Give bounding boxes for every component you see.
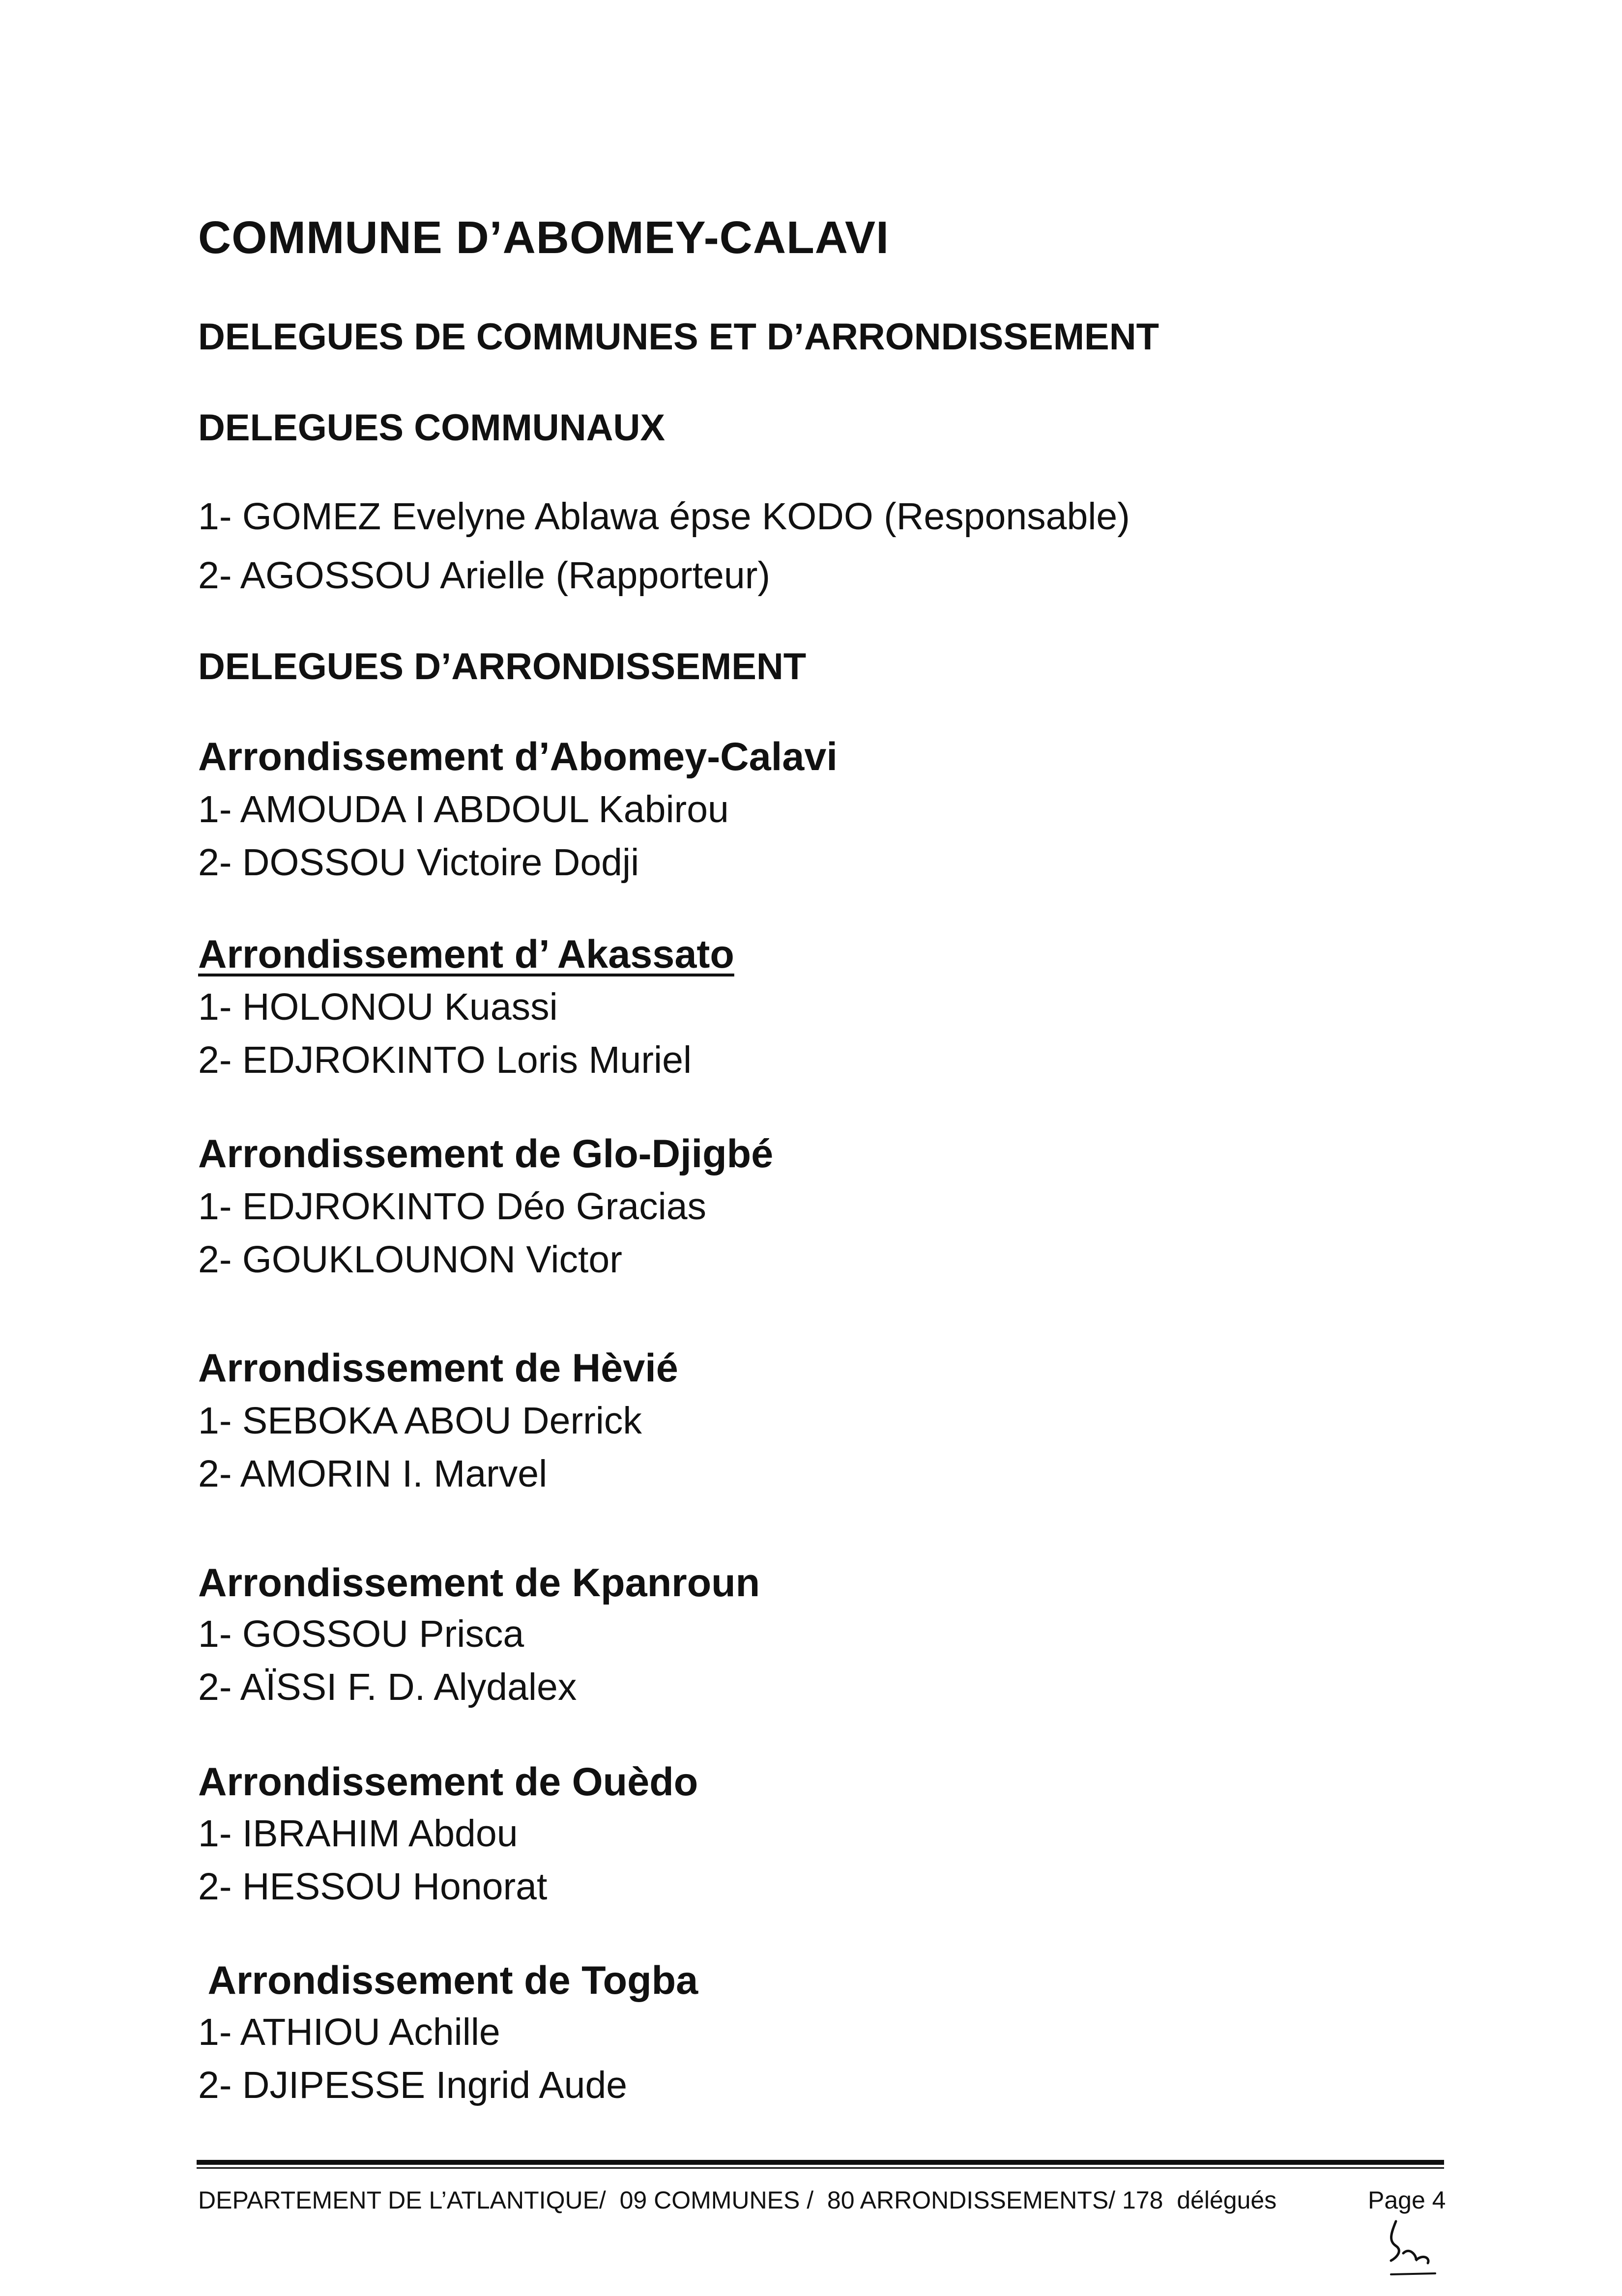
delegate-item: 1- HOLONOU Kuassi xyxy=(198,986,558,1028)
delegate-item: 2- EDJROKINTO Loris Muriel xyxy=(198,1039,692,1081)
communal-delegate-2: 2- AGOSSOU Arielle (Rapporteur) xyxy=(198,554,770,597)
signature-mark xyxy=(1376,2211,1450,2280)
section-heading: DELEGUES DE COMMUNES ET D’ARRONDISSEMENT xyxy=(198,316,1159,358)
arrondissement-name: Arrondissement d’ Akassato xyxy=(198,932,734,976)
delegate-item: 2- HESSOU Honorat xyxy=(198,1866,548,1908)
arrondissement-delegates-heading: DELEGUES D’ARRONDISSEMENT xyxy=(198,646,807,688)
delegate-item: 2- AMORIN I. Marvel xyxy=(198,1453,548,1495)
delegate-item: 1- EDJROKINTO Déo Gracias xyxy=(198,1185,707,1228)
arrondissement-name: Arrondissement de Kpanroun xyxy=(198,1561,760,1605)
arrondissement-name: Arrondissement de Glo-Djigbé xyxy=(198,1132,774,1176)
arrondissement-name: Arrondissement d’Abomey-Calavi xyxy=(198,735,838,779)
footer-rule-thin xyxy=(197,2167,1444,2169)
delegate-item: 2- AÏSSI F. D. Alydalex xyxy=(198,1666,577,1708)
delegate-item: 1- SEBOKA ABOU Derrick xyxy=(198,1400,642,1442)
footer-rule-thick xyxy=(197,2160,1444,2165)
arrondissement-name: Arrondissement de Ouèdo xyxy=(198,1760,698,1804)
delegate-item: 1- IBRAHIM Abdou xyxy=(198,1812,518,1855)
delegate-item: 1- GOSSOU Prisca xyxy=(198,1613,524,1655)
delegate-item: 2- GOUKLOUNON Victor xyxy=(198,1238,622,1281)
delegate-item: 2- DOSSOU Victoire Dodji xyxy=(198,841,639,884)
footer-text: DEPARTEMENT DE L’ATLANTIQUE/ 09 COMMUNES / 80 ARRONDISSEMENTS/ 178 délégués xyxy=(198,2186,1277,2214)
arrondissement-name: Arrondissement de Togba xyxy=(198,1958,698,2003)
delegate-item: 1- AMOUDA I ABDOUL Kabirou xyxy=(198,788,729,831)
communal-delegate-1: 1- GOMEZ Evelyne Ablawa épse KODO (Responsable) xyxy=(198,495,1130,538)
delegate-item: 1- ATHIOU Achille xyxy=(198,2011,500,2053)
arrondissement-name: Arrondissement de Hèvié xyxy=(198,1346,678,1390)
page-number: Page 4 xyxy=(1368,2186,1446,2214)
delegate-item: 2- DJIPESSE Ingrid Aude xyxy=(198,2064,628,2106)
communal-delegates-heading: DELEGUES COMMUNAUX xyxy=(198,407,666,449)
page-title: COMMUNE D’ABOMEY-CALAVI xyxy=(198,212,889,263)
